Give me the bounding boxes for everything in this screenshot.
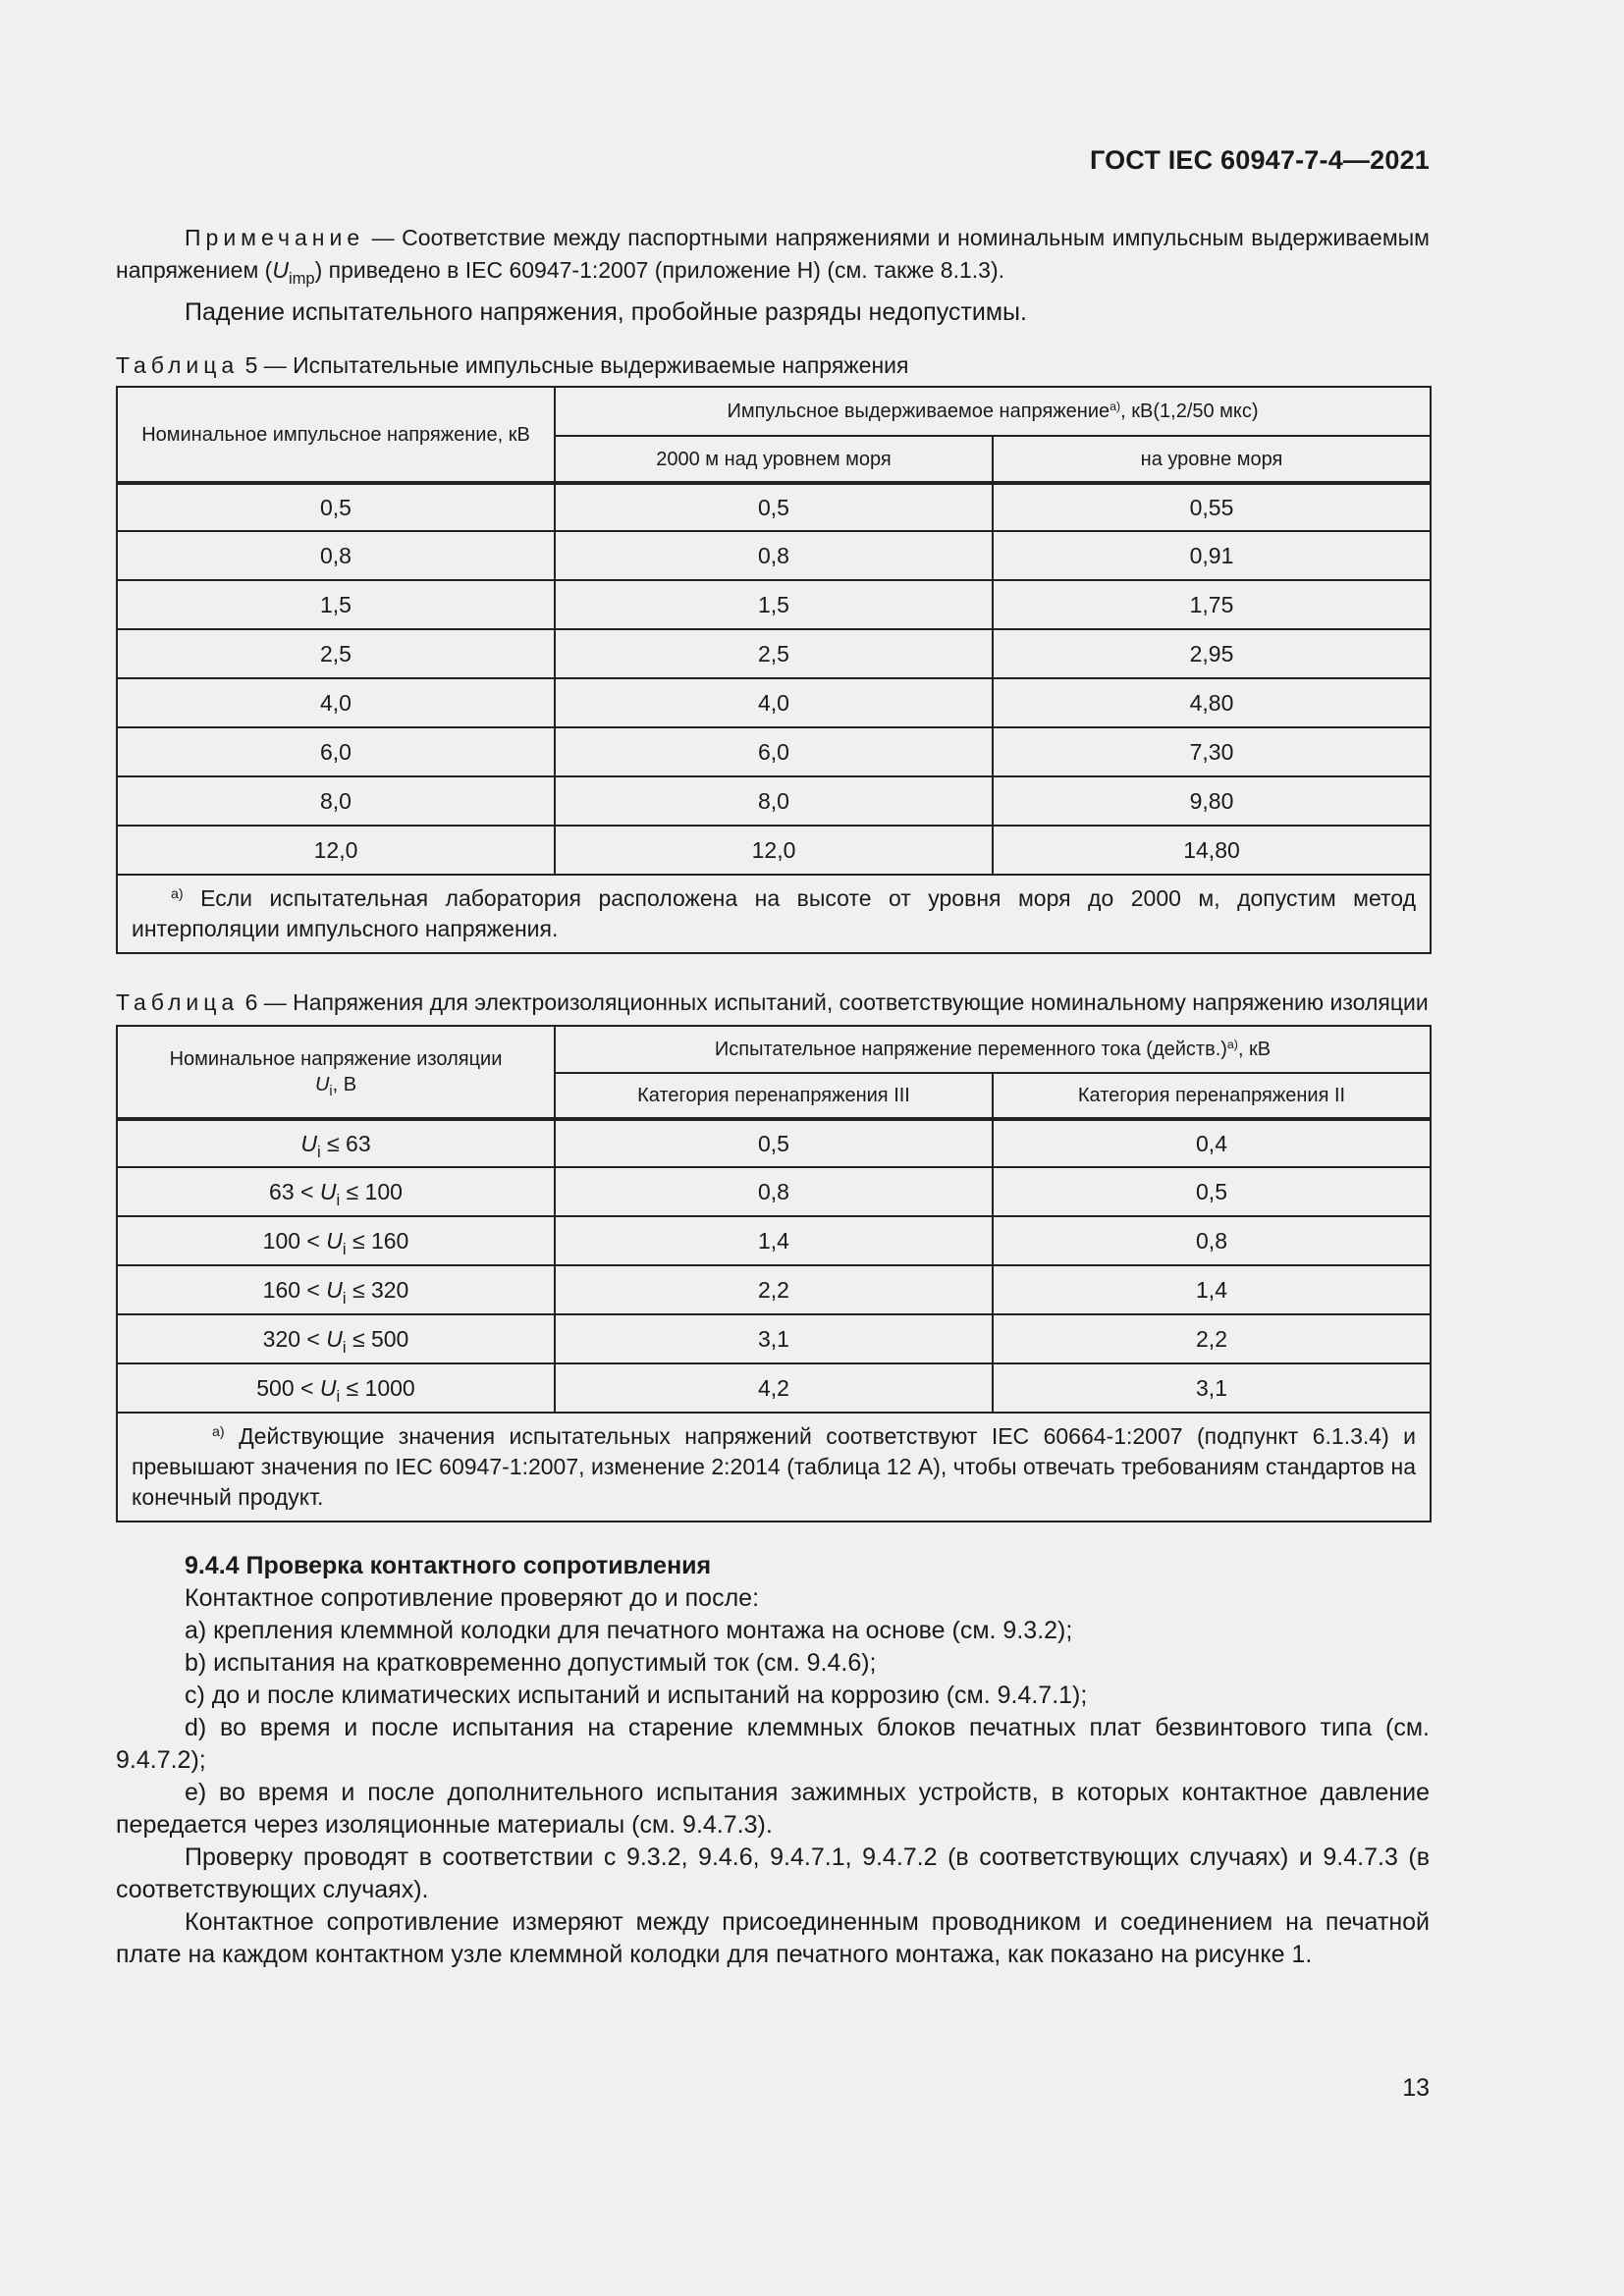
table6 [116,1025,1432,1522]
section-heading: 9.4.4 Проверка контактного сопротивления [185,1552,712,1579]
table5-footnote-spacer [132,885,171,911]
table-row [117,483,1431,531]
table5-cell: 2,5 [555,629,993,678]
table6-group-header-text: Испытательное напряжение переменного тока (действ.) [714,1039,1227,1060]
note-text-after: ) приведено в IEC 60947-1:2007 (приложение H) (см. также 8.1.3). [314,257,1004,283]
list-item: a) крепления клеммной колодки для печатного монтажа на основе (см. 9.3.2); [185,1617,1073,1644]
table6-footnote-spacer [132,1423,212,1449]
table6-cell: 0,5 [555,1119,993,1167]
table-row [117,1314,1431,1363]
table5-group-header [555,387,1431,436]
table5-cell: 4,80 [993,678,1431,727]
table-row [117,1119,1431,1167]
table-row [117,629,1431,678]
table6-col1-header-unit: , В [332,1074,357,1095]
table6-footnote-row [117,1413,1431,1522]
table5-cell: 8,0 [555,776,993,826]
table6-subheader-cat3: Категория перенапряжения III [555,1073,993,1119]
note-label: Примечание [185,225,365,250]
table6-range-cell [117,1216,555,1265]
range-suffix: ≤ 100 [340,1178,403,1204]
table6-range-cell [117,1363,555,1413]
table6-footnote [117,1413,1431,1522]
table5-cell: 0,91 [993,531,1431,580]
table5-cell: 7,30 [993,727,1431,776]
table5-cell: 1,75 [993,580,1431,629]
check-paragraph: Проверку проводят в соответствии с 9.3.2, 9.4.6, 9.4.7.1, 9.4.7.2 (в соответствующих случаях) и 9.4.7.3 (в соответствующих случаях). [116,1843,1430,1903]
table5-cell: 2,95 [993,629,1431,678]
table5-cell: 4,0 [555,678,993,727]
table-row [117,678,1431,727]
table-row [117,531,1431,580]
table5-caption [116,350,1430,380]
table6-range-cell [117,1265,555,1314]
section-intro: Контактное сопротивление проверяют до и после: [185,1584,760,1612]
table-row [117,580,1431,629]
table6-col1-header-line1: Номинальное напряжение изоляции [169,1048,503,1070]
table5-cell: 1,5 [555,580,993,629]
list-item: e) во время и после дополнительного испытания зажимных устройств, в которых контактное давление передается через изоляционные материалы (см. 9.4.7.3). [116,1779,1430,1839]
range-suffix: ≤ 320 [346,1276,409,1303]
table5-cell: 8,0 [117,776,555,826]
range-symbol: U [326,1276,343,1303]
table6-cell: 1,4 [555,1216,993,1265]
table5-subheader-sea-level: на уровне моря [993,436,1431,483]
table5-group-header-suffix: , кВ(1,2/50 мкс) [1120,400,1259,422]
note-paragraph [116,222,1430,287]
table5-group-header-sup: a) [1110,400,1121,414]
range-prefix: 320 < [262,1325,327,1352]
page-number: 13 [1402,2074,1430,2102]
table6-cell: 3,1 [555,1314,993,1363]
table6-range-cell [117,1314,555,1363]
range-prefix: 100 < [262,1227,327,1254]
table6-label: Таблица [116,989,240,1015]
table5-footnote-text: Если испытательная лаборатория расположена на высоте от уровня моря до 2000 м, допустим метод интерполяции импульсного напряжения. [132,885,1417,941]
range-prefix: 500 < [256,1374,320,1401]
table5-cell: 1,5 [117,580,555,629]
table5-cell: 0,5 [555,483,993,531]
table6-cell: 3,1 [993,1363,1431,1413]
table6-cell: 2,2 [993,1314,1431,1363]
table6-caption [116,988,1430,1017]
table5-col1-header: Номинальное импульсное напряжение, кВ [117,387,555,483]
table-row [117,826,1431,875]
range-symbol-sub: i [336,1190,341,1209]
range-symbol-sub: i [342,1239,347,1258]
list-item: c) до и после климатических испытаний и испытаний на коррозию (см. 9.4.7.1); [185,1682,1088,1709]
table6-footnote-mark: a) [212,1424,225,1441]
table-row [117,727,1431,776]
range-symbol-sub: i [342,1337,347,1357]
table6-col1-header-symbol: U [314,1074,330,1095]
range-suffix: ≤ 63 [320,1130,371,1156]
table5-footnote-mark: a) [171,886,184,903]
note-symbol: U [272,257,289,283]
range-symbol: U [326,1227,343,1254]
table5-cell: 0,8 [555,531,993,580]
note-symbol-sub: imp [288,268,315,288]
table-row [117,1363,1431,1413]
table5-cell: 2,5 [117,629,555,678]
table6-group-header-suffix: , кВ [1237,1039,1272,1060]
table5-cell: 0,8 [117,531,555,580]
range-symbol: U [319,1374,337,1401]
table5-group-header-text: Импульсное выдерживаемое напряжение [727,400,1110,422]
table5-cell: 0,55 [993,483,1431,531]
list-item: d) во время и после испытания на старение клеммных блоков печатных плат безвинтового типа (см. 9.4.7.2); [116,1714,1430,1774]
list-item: b) испытания на кратковременно допустимый ток (см. 9.4.6); [185,1649,877,1677]
range-symbol-sub: i [316,1142,321,1161]
table5-cell: 12,0 [117,826,555,875]
table6-cell: 0,8 [555,1167,993,1216]
page-content [116,222,1430,1971]
table5-cell: 14,80 [993,826,1431,875]
range-suffix: ≤ 500 [346,1325,409,1352]
table5-cell: 6,0 [555,727,993,776]
table5-cell: 0,5 [117,483,555,531]
table6-group-header [555,1026,1431,1073]
range-suffix: ≤ 160 [346,1227,409,1254]
table5-cell: 6,0 [117,727,555,776]
range-symbol: U [326,1325,343,1352]
range-prefix: 63 < [269,1178,320,1204]
table6-cell: 2,2 [555,1265,993,1314]
range-symbol: U [319,1178,337,1204]
table5-footnote-row [117,875,1431,953]
table6-col1-header [117,1026,555,1119]
table5-cell: 4,0 [117,678,555,727]
range-prefix: 160 < [262,1276,327,1303]
measure-paragraph: Контактное сопротивление измеряют между присоединенным проводником и соединением на печатной плате на каждом контактном узле клеммной колодки для печатного монтажа, как показано на рисунке 1. [116,1908,1430,1968]
table6-subheader-cat2: Категория перенапряжения II [993,1073,1431,1119]
range-suffix: ≤ 1000 [340,1374,415,1401]
note-text-before: — Соответствие между паспортными напряжениями и номинальным импульсным выдерживаемым напряжением ( [116,225,1430,283]
document-header: ГОСТ IEC 60947-7-4—2021 [1089,145,1430,175]
range-symbol: U [300,1130,317,1156]
table6-col1-header-sub: i [329,1084,333,1100]
table6-cell: 0,8 [993,1216,1431,1265]
table5-cell: 12,0 [555,826,993,875]
table5-label: Таблица [116,352,240,378]
table6-range-cell [117,1167,555,1216]
table-row [117,1216,1431,1265]
table5 [116,386,1432,954]
table6-cell: 1,4 [993,1265,1431,1314]
table6-range-cell [117,1119,555,1167]
table5-subheader-2000m: 2000 м над уровнем моря [555,436,993,483]
table5-cell: 9,80 [993,776,1431,826]
table6-group-header-sup: a) [1226,1038,1238,1052]
range-symbol-sub: i [342,1288,347,1308]
table6-cell: 4,2 [555,1363,993,1413]
table5-footnote [117,875,1431,953]
range-symbol-sub: i [336,1386,341,1406]
table5-title: 5 — Испытательные импульсные выдерживаемые напряжения [239,352,909,378]
table-row [117,776,1431,826]
table-row [117,1265,1431,1314]
table6-cell: 0,4 [993,1119,1431,1167]
table6-cell: 0,5 [993,1167,1431,1216]
voltage-drop-paragraph: Падение испытательного напряжения, пробойные разряды недопустимы. [185,298,1027,326]
table6-footnote-text: Действующие значения испытательных напряжений соответствуют IEC 60664-1:2007 (подпункт 6.1.3.4) и превышают значения по IEC 60947-1:2007, изменение 2:2014 (таблица 12 A), чтобы отвечать требованиям стандартов на конечный продукт. [132,1423,1417,1510]
table6-title: 6 — Напряжения для электроизоляционных испытаний, соответствующие номинальному напряжению изоляции [239,989,1429,1015]
table-row [117,1167,1431,1216]
